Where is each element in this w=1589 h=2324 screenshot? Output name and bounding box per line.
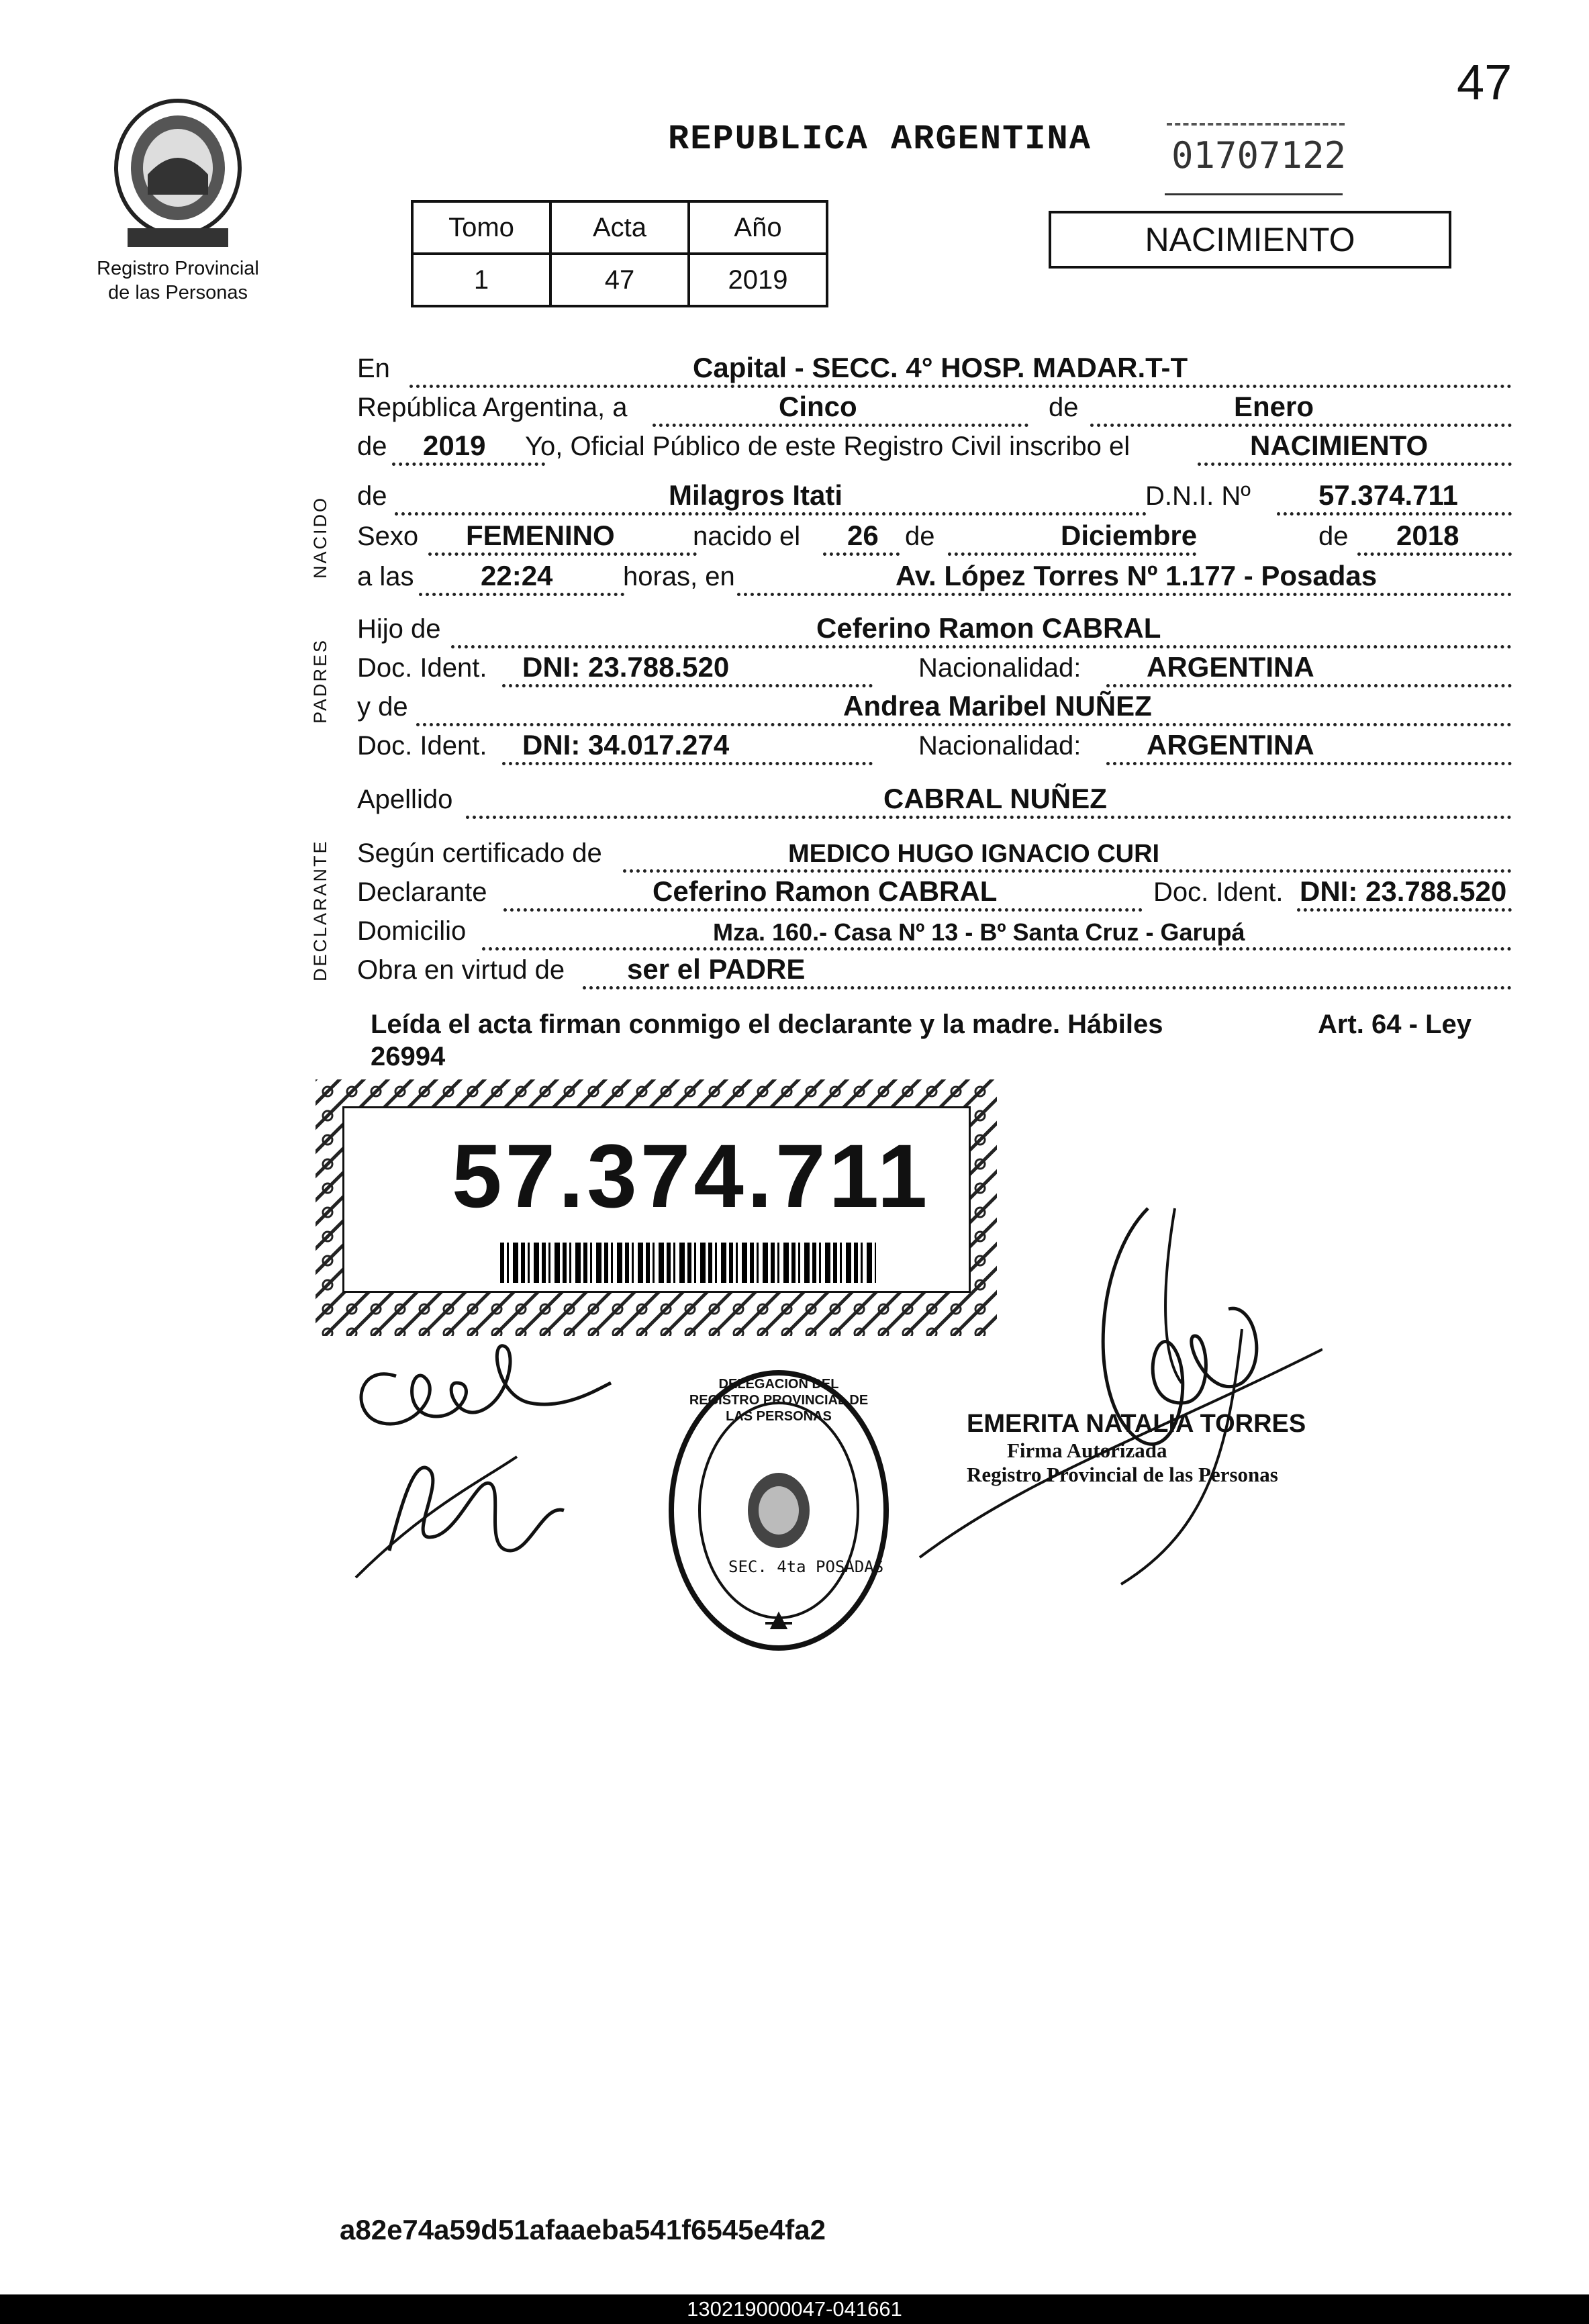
official-name: EMERITA NATALIA TORRES [967, 1410, 1306, 1438]
official-role: Firma Autorizada [1007, 1439, 1167, 1462]
label-inscribo: Yo, Oficial Público de este Registro Civil inscribo el [525, 432, 1130, 461]
document-hash: a82e74a59d51afaaeba541f6545e4fa2 [340, 2214, 826, 2245]
label-en: En [357, 354, 390, 383]
dotted-leader [1106, 762, 1512, 765]
value-year: 2019 [423, 430, 486, 461]
value-father-doc: DNI: 23.788.520 [522, 651, 730, 683]
dotted-leader [1357, 552, 1512, 556]
value-dni: 57.374.711 [1318, 479, 1458, 511]
line-apellido [357, 785, 1512, 824]
label-de: de [905, 522, 935, 551]
dotted-leader [737, 593, 1512, 596]
dotted-leader [623, 869, 1512, 873]
serial-underline [1165, 193, 1343, 195]
value-father: Ceferino Ramon CABRAL [816, 612, 1161, 644]
value-domicilio: Mza. 160.- Casa Nº 13 - Bº Santa Cruz - Garupá [713, 918, 1245, 946]
value-birth-day: 26 [847, 520, 879, 551]
page-title: REPUBLICA ARGENTINA [668, 119, 1092, 159]
section-label-padres: PADRES [310, 638, 330, 724]
province-emblem-icon [107, 94, 248, 255]
label-de: de [1049, 393, 1079, 422]
label-hijo-de: Hijo de [357, 614, 441, 644]
value-mother-nationality: ARGENTINA [1147, 729, 1314, 761]
value-inscribo: NACIMIENTO [1250, 430, 1429, 461]
record-table-header: Acta [550, 201, 689, 254]
value-name: Milagros Itati [669, 479, 843, 511]
dotted-leader [395, 512, 1147, 516]
registry-caption: Registro Provincial de las Personas [97, 258, 259, 303]
dotted-leader [653, 424, 1028, 427]
record-table-header-row [412, 201, 827, 254]
label-domicilio: Domicilio [357, 916, 467, 946]
stamp-ring-text: DELEGACION DEL REGISTRO PROVINCIAL DE LAS PERSONAS [689, 1377, 869, 1424]
label-horas-en: horas, en [623, 562, 735, 591]
record-table-cell: 1 [412, 254, 550, 306]
label-doc-ident: Doc. Ident. [1153, 877, 1284, 907]
value-birth-year: 2018 [1396, 520, 1459, 551]
label-doc-ident: Doc. Ident. [357, 653, 487, 683]
record-table [411, 200, 828, 307]
dotted-leader [466, 816, 1512, 819]
label-certificado: Según certificado de [357, 838, 602, 868]
value-place: Capital - SECC. 4° HOSP. MADAR.T-T [693, 352, 1188, 383]
label-nacionalidad: Nacionalidad: [918, 731, 1081, 761]
barcode-icon [500, 1243, 876, 1283]
value-certificado: MEDICO HUGO IGNACIO CURI [788, 840, 1160, 868]
signature-declarante-icon [342, 1336, 624, 1591]
line-name [357, 479, 1512, 521]
dotted-leader [410, 385, 1512, 388]
dotted-leader [428, 552, 697, 556]
record-table-header: Tomo [412, 201, 550, 254]
dotted-leader [1106, 684, 1512, 687]
line-domicilio [357, 917, 1512, 956]
line-inscribo [357, 432, 1512, 471]
dotted-leader [948, 552, 1196, 556]
line-date [357, 393, 1512, 432]
closing-art: Art. 64 - Ley [1318, 1010, 1472, 1039]
line-mother-doc [357, 729, 1512, 771]
dotted-leader [392, 463, 545, 466]
official-office: Registro Provincial de las Personas [967, 1463, 1278, 1486]
serial-number: 01707122 [1171, 134, 1347, 177]
line-time-place [357, 560, 1512, 601]
page-number: 47 [1457, 54, 1512, 110]
dotted-leader [823, 552, 900, 556]
section-label-nacido: NACIDO [310, 495, 330, 579]
line-father-doc [357, 651, 1512, 693]
stamp-inner-text: SEC. 4ta POSADAS [728, 1557, 884, 1576]
record-table-value-row [412, 254, 827, 306]
dni-sticker-inner [342, 1106, 971, 1293]
official-block [967, 1410, 1306, 1487]
section-label-declarante: DECLARANTE [310, 839, 330, 981]
value-sexo: FEMENINO [466, 520, 615, 551]
value-month: Enero [1234, 391, 1314, 422]
label-apellido: Apellido [357, 785, 453, 814]
label-de: de [1318, 522, 1349, 551]
dni-sticker-number: 57.374.711 [452, 1126, 931, 1226]
line-place [357, 354, 1512, 393]
line-sexo [357, 522, 1512, 561]
dotted-leader [482, 947, 1512, 951]
dotted-leader [416, 723, 1512, 726]
line-declarante [357, 875, 1512, 917]
dotted-leader [1198, 463, 1512, 466]
label-declarante: Declarante [357, 877, 487, 907]
closing-sentence: Leída el acta firman conmigo el declarante y la madre. Hábiles [371, 1010, 1163, 1039]
value-apellido: CABRAL NUÑEZ [883, 783, 1107, 814]
label-sexo: Sexo [357, 522, 419, 551]
value-birth-month: Diciembre [1061, 520, 1198, 551]
value-declarante: Ceferino Ramon CABRAL [653, 875, 998, 907]
serial-overline [1167, 123, 1345, 126]
label-dni: D.N.I. Nº [1145, 481, 1251, 511]
record-type-box: NACIMIENTO [1049, 211, 1451, 269]
value-birth-place: Av. López Torres Nº 1.177 - Posadas [896, 560, 1378, 591]
label-obra: Obra en virtud de [357, 955, 565, 985]
dotted-leader [451, 645, 1512, 648]
record-table-cell: 47 [550, 254, 689, 306]
dotted-leader [502, 762, 873, 765]
dotted-leader [1090, 424, 1512, 427]
dotted-leader [419, 593, 624, 596]
dotted-leader [503, 908, 1143, 912]
value-mother: Andrea Maribel NUÑEZ [843, 690, 1152, 722]
dotted-leader [1277, 512, 1512, 516]
label-y-de: y de [357, 692, 408, 722]
closing-ley: 26994 [371, 1042, 446, 1071]
footer-code: 130219000047-041661 [0, 2294, 1589, 2324]
dotted-leader [502, 684, 873, 687]
line-obra [357, 953, 1512, 995]
line-father [357, 612, 1512, 654]
dotted-leader [583, 986, 1512, 989]
dotted-leader [1297, 908, 1512, 912]
value-obra: ser el PADRE [627, 953, 806, 985]
record-table-cell: 2019 [689, 254, 827, 306]
line-mother [357, 690, 1512, 732]
value-father-nationality: ARGENTINA [1147, 651, 1314, 683]
value-declarante-doc: DNI: 23.788.520 [1300, 875, 1507, 907]
label-a-las: a las [357, 562, 414, 591]
value-mother-doc: DNI: 34.017.274 [522, 729, 730, 761]
label-nacido-el: nacido el [693, 522, 801, 551]
value-day: Cinco [779, 391, 857, 422]
label-nacionalidad: Nacionalidad: [918, 653, 1081, 683]
record-table-header: Año [689, 201, 827, 254]
line-certificado [357, 839, 1512, 878]
label-republica: República Argentina, a [357, 393, 628, 422]
value-time: 22:24 [481, 560, 553, 591]
label-doc-ident: Doc. Ident. [357, 731, 487, 761]
closing-text [371, 1008, 1512, 1073]
label-year-de: de [357, 432, 387, 461]
label-de-name: de [357, 481, 387, 511]
